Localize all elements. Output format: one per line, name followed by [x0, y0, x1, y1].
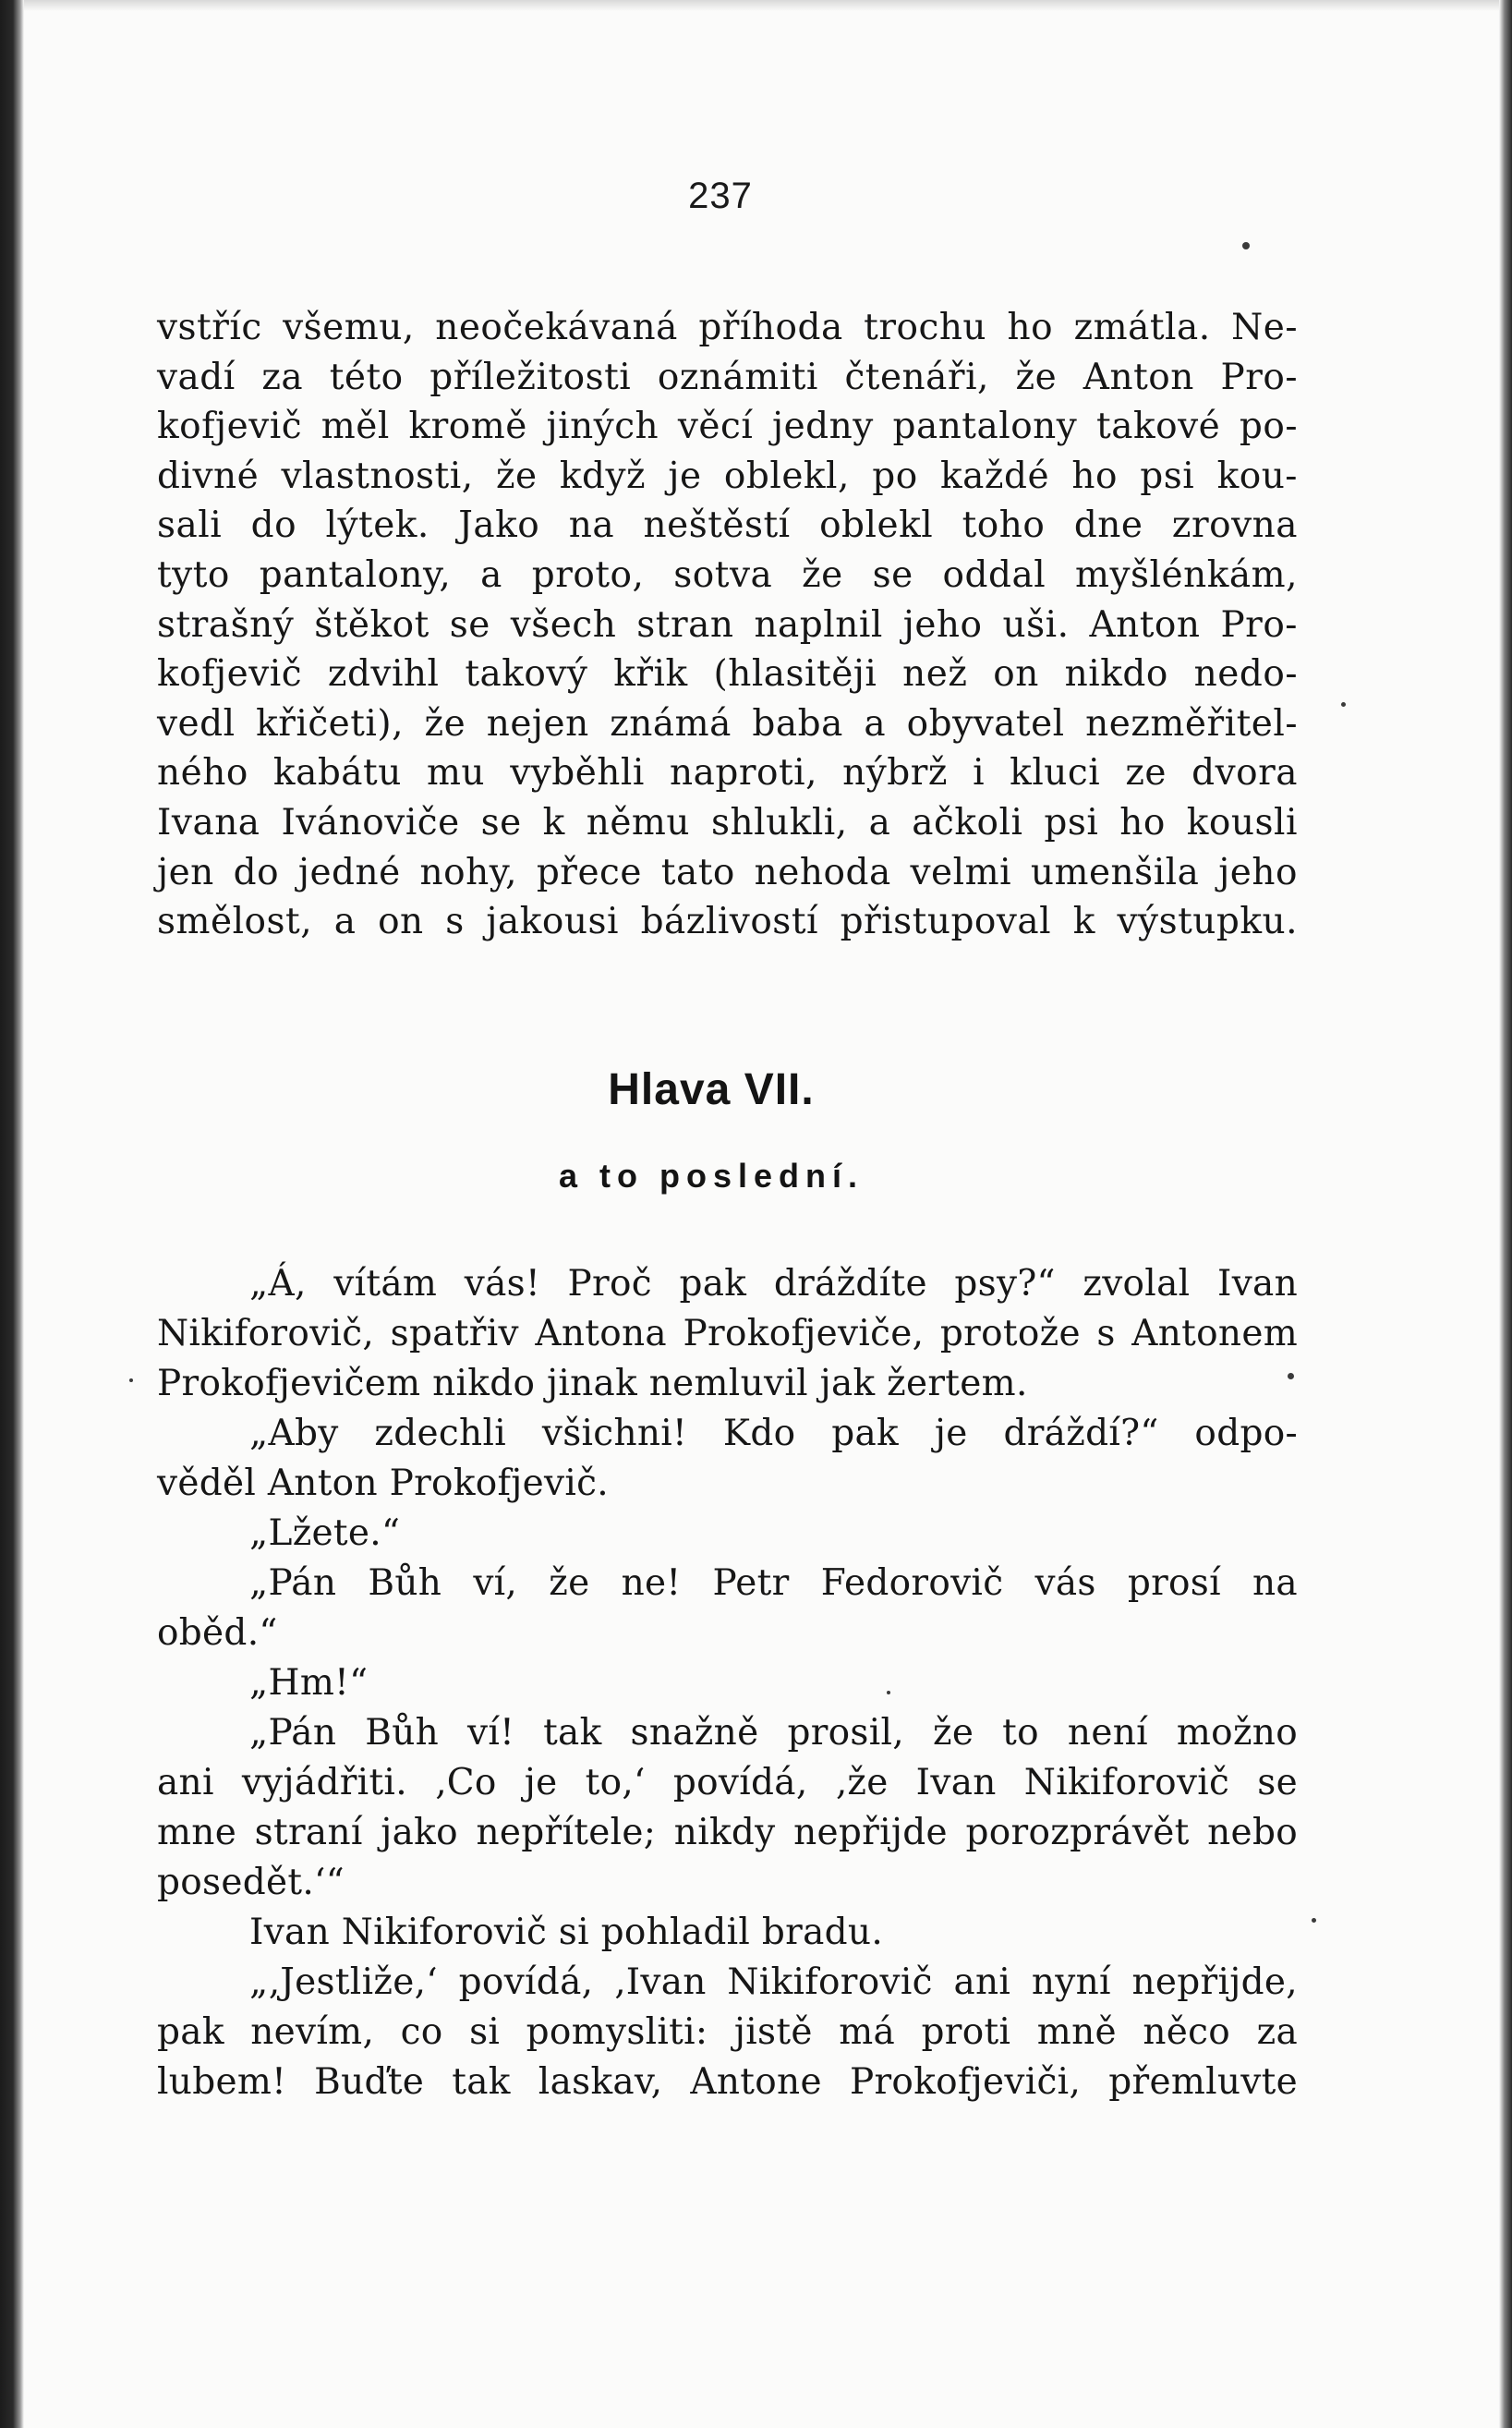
- text-line: sali do lýtek. Jako na neštěstí oblekl toho dne zrovna: [157, 504, 1298, 547]
- text-line: vstříc všemu, neočekávaná příhoda trochu ho zmátla. Ne-: [157, 307, 1298, 348]
- scan-shadow-top: [0, 0, 1512, 11]
- text-line: divné vlastnosti, že když je oblekl, po každé ho psi kou-: [157, 455, 1298, 497]
- text-line: posedět.‘“: [157, 1862, 345, 1903]
- page-number: 237: [688, 176, 753, 216]
- text-line: strašný štěkot se všech stran naplnil jeho uši. Anton Pro-: [157, 603, 1298, 646]
- text-line: „Pán Bůh ví, že ne! Petr Fedorovič vás prosí na: [249, 1562, 1298, 1604]
- text-line: Ivan Nikiforovič si pohladil bradu.: [249, 1912, 884, 1953]
- text-line: kofjevič zdvihl takový křik (hlasitěji než on nikdo nedo-: [157, 653, 1298, 696]
- scan-speck: [1288, 1373, 1294, 1379]
- text-line: jen do jedné nohy, přece tato nehoda velmi umenšila jeho: [157, 851, 1298, 893]
- text-line: Nikiforovič, spatřiv Antona Prokofjeviče, protože s Antonem: [157, 1313, 1298, 1354]
- text-line: oběd.“: [157, 1612, 278, 1654]
- text-line: pak nevím, co si pomysliti: jistě má proti mně něco za: [157, 2011, 1298, 2053]
- text-line: „Á, vítám vás! Proč pak dráždíte psy?“ zvolal Ivan: [249, 1263, 1298, 1305]
- scan-speck: [129, 1378, 133, 1382]
- text-line: „Lžete.“: [249, 1512, 401, 1554]
- text-line: mne straní jako nepřítele; nikdy nepřijde porozprávět nebo: [157, 1812, 1298, 1853]
- text-line: ného kabátu mu vyběhli naproti, nýbrž i kluci ze dvora: [157, 752, 1298, 795]
- text-line: „Pán Bůh ví! tak snažně prosil, že to není možno: [249, 1712, 1298, 1754]
- text-line: „Hm!“: [249, 1662, 369, 1704]
- text-line: „Aby zdechli všichni! Kdo pak je dráždí?“ odpo-: [249, 1413, 1298, 1454]
- scan-shadow-left: [0, 0, 24, 2428]
- chapter-title: Hlava VII.: [608, 1065, 815, 1114]
- chapter-subtitle: a to poslední.: [558, 1157, 864, 1195]
- scan-speck: [1312, 1918, 1316, 1923]
- scan-shadow-right: [1499, 0, 1512, 2428]
- scan-speck: [1242, 242, 1250, 249]
- text-line: vedl křičeti), že nejen známá baba a obyvatel nezměřitel-: [157, 702, 1298, 745]
- scan-speck: [887, 1691, 890, 1694]
- text-line: „‚Jestliže,‘ povídá, ‚Ivan Nikiforovič ani nyní nepřijde,: [249, 1961, 1298, 2003]
- text-line: ani vyjádřiti. ‚Co je to,‘ povídá, ‚že Ivan Nikiforovič se: [157, 1762, 1298, 1803]
- text-line: vadí za této příležitosti oznámiti čtenáři, že Anton Pro-: [157, 356, 1298, 398]
- dialogue-section: [157, 1259, 1298, 2107]
- text-line: věděl Anton Prokofjevič.: [157, 1463, 610, 1504]
- text-line: kofjevič měl kromě jiných věcí jedny pantalony takové po-: [157, 406, 1298, 448]
- paragraph-continuation: [157, 303, 1298, 947]
- text-line: Ivana Ivánoviče se k němu shlukli, a ačkoli psi ho kousli: [157, 801, 1298, 844]
- scan-speck: [1341, 702, 1346, 707]
- text-line: smělost, a on s jakousi bázlivostí přistupoval k výstupku.: [157, 901, 1298, 943]
- text-line: tyto pantalony, a proto, sotva že se oddal myšlénkám,: [157, 553, 1298, 596]
- text-line: Prokofjevičem nikdo jinak nemluvil jak žertem.: [157, 1363, 1028, 1404]
- text-line: lubem! Buďte tak laskav, Antone Prokofjeviči, přemluvte: [157, 2061, 1298, 2103]
